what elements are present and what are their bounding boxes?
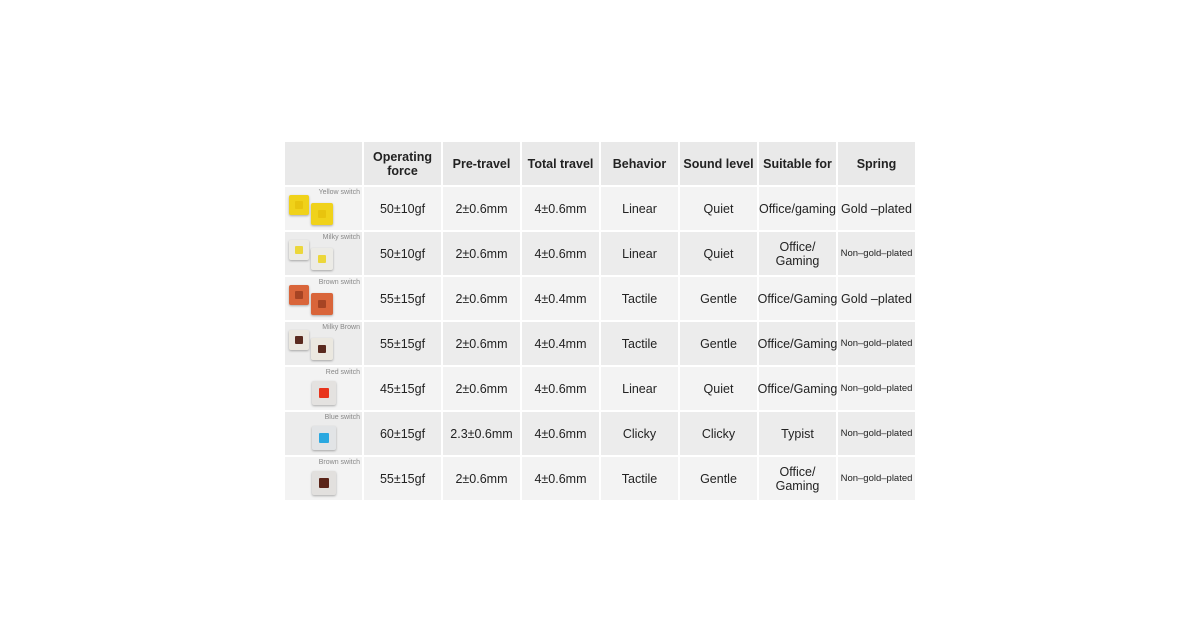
keyswitch-icon (289, 195, 309, 215)
switch-image-label: Milky switch (322, 234, 360, 241)
cell-suitable-for: Office/Gaming (759, 277, 836, 320)
cell-total-travel: 4±0.6mm (522, 457, 599, 500)
cell-sound-level: Gentle (680, 322, 757, 365)
header-total-travel: Total travel (522, 142, 599, 185)
cell-suitable-for: Typist (759, 412, 836, 455)
cell-sound-level: Quiet (680, 367, 757, 410)
keyswitch-icon (311, 293, 333, 315)
switch-comparison-table (285, 142, 915, 500)
cell-behavior: Tactile (601, 277, 678, 320)
cell-operating-force: 45±15gf (364, 367, 441, 410)
cell-operating-force: 55±15gf (364, 277, 441, 320)
switch-image-label: Red switch (325, 369, 360, 376)
keyswitch-icon (311, 203, 333, 225)
cell-spring: Gold –plated (838, 187, 915, 230)
cell-pre-travel: 2±0.6mm (443, 367, 520, 410)
switch-image-label: Brown switch (318, 279, 360, 286)
cell-total-travel: 4±0.6mm (522, 187, 599, 230)
switch-image-cell (285, 277, 362, 320)
cell-operating-force: 50±10gf (364, 187, 441, 230)
cell-spring: Non–gold–plated (838, 232, 915, 275)
cell-spring: Non–gold–plated (838, 367, 915, 410)
cell-operating-force: 55±15gf (364, 322, 441, 365)
header-behavior: Behavior (601, 142, 678, 185)
keyswitch-icon (289, 285, 309, 305)
cell-total-travel: 4±0.6mm (522, 232, 599, 275)
cell-operating-force: 50±10gf (364, 232, 441, 275)
cell-behavior: Tactile (601, 457, 678, 500)
keyswitch-icon (312, 381, 336, 405)
cell-sound-level: Quiet (680, 232, 757, 275)
cell-spring: Non–gold–plated (838, 322, 915, 365)
cell-behavior: Linear (601, 232, 678, 275)
cell-pre-travel: 2±0.6mm (443, 457, 520, 500)
switch-image-cell (285, 322, 362, 365)
keyswitch-icon (312, 426, 336, 450)
keyswitch-icon (311, 338, 333, 360)
cell-suitable-for: Office/Gaming (759, 367, 836, 410)
cell-pre-travel: 2±0.6mm (443, 232, 520, 275)
keyswitch-icon (289, 240, 309, 260)
switch-image-label: Milky Brown (322, 324, 360, 331)
cell-behavior: Linear (601, 367, 678, 410)
cell-suitable-for: Office/gaming (759, 187, 836, 230)
switch-image-cell (285, 457, 362, 500)
cell-total-travel: 4±0.4mm (522, 277, 599, 320)
switch-image-label: Yellow switch (318, 189, 360, 196)
cell-suitable-for: Office/ Gaming (759, 457, 836, 500)
cell-pre-travel: 2±0.6mm (443, 322, 520, 365)
switch-image-cell (285, 367, 362, 410)
header-suitable-for: Suitable for (759, 142, 836, 185)
keyswitch-icon (289, 330, 309, 350)
header-sound-level: Sound level (680, 142, 757, 185)
header-pre-travel: Pre-travel (443, 142, 520, 185)
switch-image-label: Brown switch (318, 459, 360, 466)
header-operating-force: Operating force (364, 142, 441, 185)
switch-image-label: Blue switch (324, 414, 360, 421)
cell-sound-level: Clicky (680, 412, 757, 455)
cell-sound-level: Gentle (680, 457, 757, 500)
cell-behavior: Tactile (601, 322, 678, 365)
switch-image-cell (285, 187, 362, 230)
header-image (285, 142, 362, 185)
cell-pre-travel: 2.3±0.6mm (443, 412, 520, 455)
cell-spring: Non–gold–plated (838, 457, 915, 500)
cell-sound-level: Gentle (680, 277, 757, 320)
cell-operating-force: 60±15gf (364, 412, 441, 455)
cell-total-travel: 4±0.4mm (522, 322, 599, 365)
cell-suitable-for: Office/ Gaming (759, 232, 836, 275)
cell-behavior: Linear (601, 187, 678, 230)
cell-spring: Non–gold–plated (838, 412, 915, 455)
cell-pre-travel: 2±0.6mm (443, 277, 520, 320)
cell-pre-travel: 2±0.6mm (443, 187, 520, 230)
cell-total-travel: 4±0.6mm (522, 367, 599, 410)
cell-sound-level: Quiet (680, 187, 757, 230)
switch-image-cell (285, 232, 362, 275)
cell-total-travel: 4±0.6mm (522, 412, 599, 455)
switch-image-cell (285, 412, 362, 455)
header-spring: Spring (838, 142, 915, 185)
keyswitch-icon (311, 248, 333, 270)
cell-spring: Gold –plated (838, 277, 915, 320)
cell-operating-force: 55±15gf (364, 457, 441, 500)
keyswitch-icon (312, 471, 336, 495)
cell-suitable-for: Office/Gaming (759, 322, 836, 365)
cell-behavior: Clicky (601, 412, 678, 455)
